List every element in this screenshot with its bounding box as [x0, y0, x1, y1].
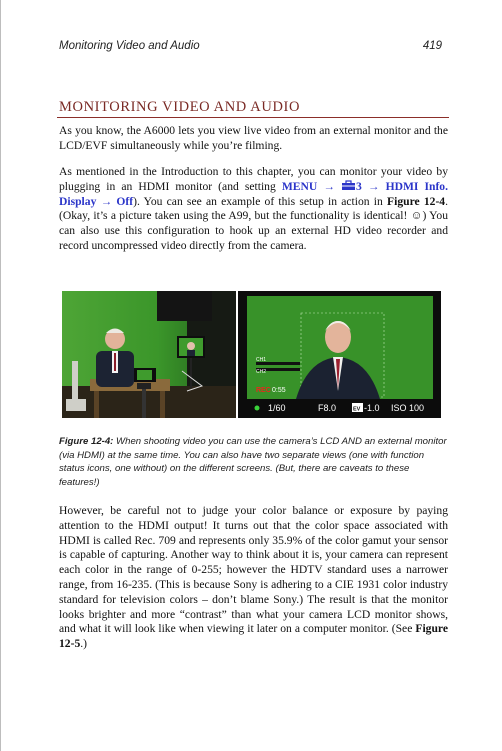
- exposure-compensation: -1.0: [364, 403, 380, 413]
- paragraph-color-space: [59, 504, 448, 652]
- toolbox-icon: [341, 180, 356, 193]
- section-rule: [57, 117, 449, 118]
- running-header: [59, 40, 442, 58]
- aperture-value: F8.0: [318, 403, 337, 413]
- paragraph-text: .): [80, 637, 88, 651]
- studio-setup-photo: [62, 291, 236, 418]
- figure-reference: Figure 12-4: [387, 194, 446, 208]
- hdmi-monitor-photo: [238, 291, 441, 418]
- paragraph-text: As mentioned in the Introduction to this chapter, you can monitor your video by plugging in an HDMI monitor (and setting: [59, 165, 448, 193]
- caption-text: When shooting video you can use the camera’s LCD AND an external monitor (via HDMI) at the same time. You can also have two separate views (one with function status icons, one without) on the different screens. (But, there are caveats to these features!): [59, 436, 447, 488]
- ch1-label: CH1: [256, 357, 267, 363]
- section-title: MONITORING VIDEO AND AUDIO: [59, 99, 301, 115]
- menu-path-rest: 3 → HDMI Info. Display → Off: [59, 179, 449, 208]
- paragraph-intro: As you know, the A6000 lets you view live video from an external monitor and the LCD/EVF simultaneously while you’re filming.: [59, 124, 448, 152]
- rec-label: REC: [256, 387, 271, 394]
- figure-reference: Figure 12-5: [59, 622, 448, 651]
- rec-time: 0:55: [272, 387, 286, 394]
- paragraph-text: However, be careful not to judge your color balance or exposure by paying attention to the HDMI output! It turns out that the color space associated with HDMI is called Rec. 709 and represents only 35.9% of the color gamut your sensor is capable of capturing. Another way to think about it is, your camera can represent each color in the range of 0-255; however the HDTV standard uses a narrower range, from 16-235. (This is because Sony is adhering to a CIE 1931 color industry standard for television colors – don’t blame Sony.) The result is that the monitor looks brighter and more “contrast” than what your camera LCD monitor shows, and what it will look like when viewing it later on a computer monitor. (See: [59, 504, 448, 636]
- running-header-title: Monitoring Video and Audio: [59, 40, 200, 52]
- ev-icon-label: EV: [353, 406, 361, 413]
- page-number: 419: [422, 40, 442, 52]
- ch2-label: CH2: [256, 369, 267, 375]
- recording-status-dot: [255, 406, 260, 411]
- shutter-speed: 1/60: [268, 403, 286, 413]
- iso-value: ISO 100: [391, 403, 425, 413]
- paragraph-hdmi-setup: [59, 165, 448, 254]
- paragraph-text: ). You can see an example of this setup in action in: [133, 194, 388, 208]
- figure-caption: [59, 435, 449, 489]
- caption-label: Figure 12-4:: [59, 436, 114, 447]
- paragraph-text: . (Okay, it’s a picture taken using the A99, but the functionality is identical! ☺) You can also use this configuration to hook up an external HD video recorder and record uncompressed video directly from the camera.: [59, 194, 449, 252]
- menu-path-text: MENU →: [281, 179, 342, 193]
